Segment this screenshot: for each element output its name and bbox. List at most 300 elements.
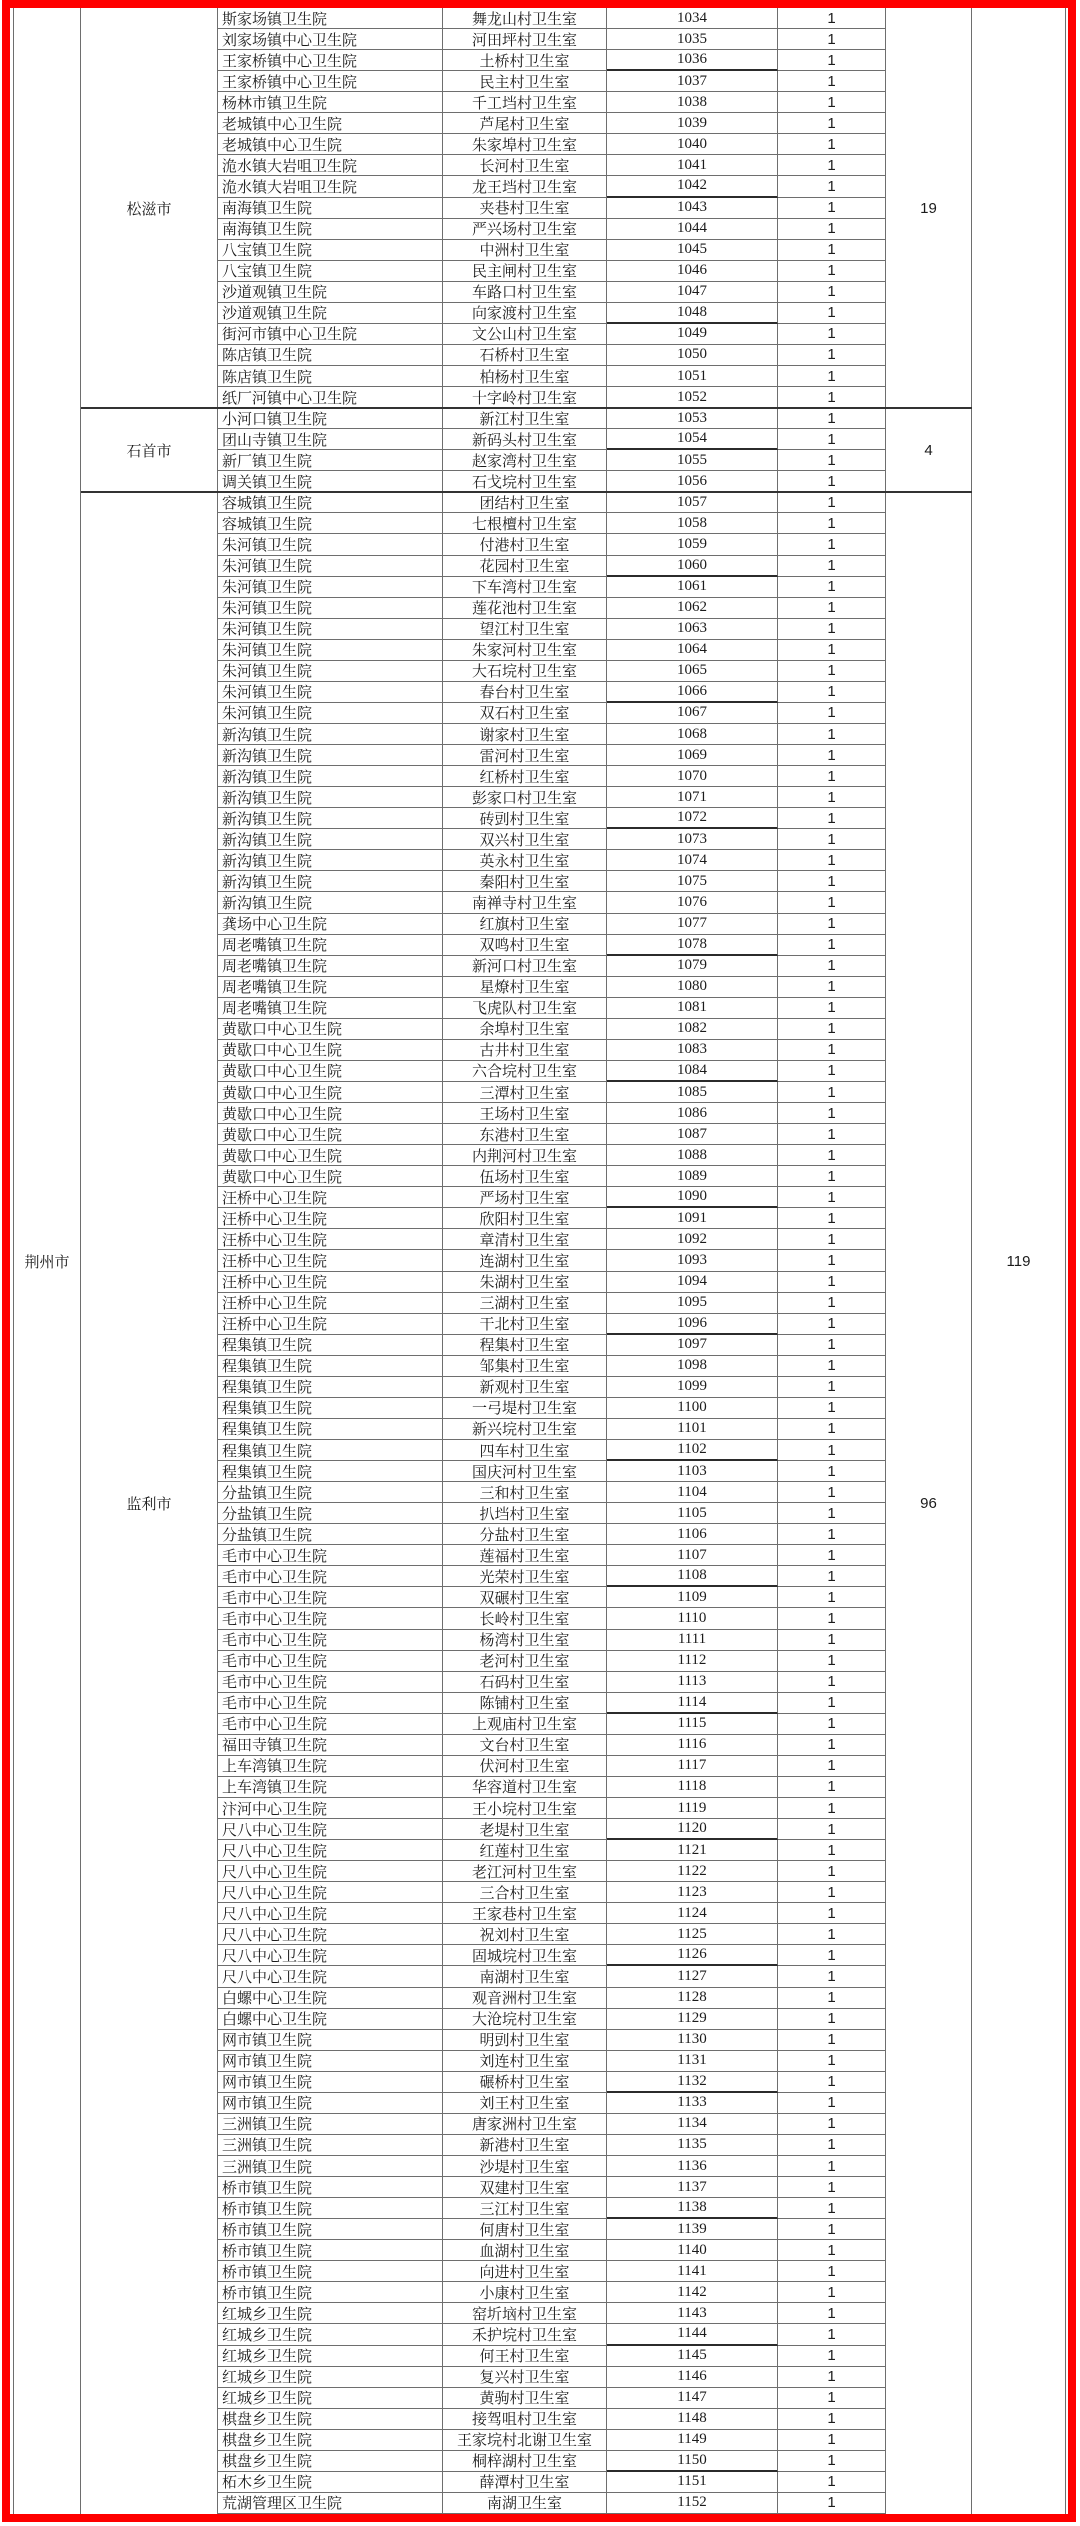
cell-hospital: 新厂镇卫生院 — [218, 450, 443, 471]
cell-id: 1130 — [607, 2030, 778, 2051]
cell-hospital: 新沟镇卫生院 — [218, 766, 443, 787]
cell-id: 1102 — [607, 1440, 778, 1461]
cell-clinic: 三和村卫生室 — [443, 1482, 607, 1503]
cell-unit-count: 1 — [778, 850, 886, 871]
cell-hospital: 棋盘乡卫生院 — [218, 2409, 443, 2430]
cell-hospital: 斯家场镇卫生院 — [218, 8, 443, 29]
cell-unit-count: 1 — [778, 2282, 886, 2303]
cell-hospital: 红城乡卫生院 — [218, 2324, 443, 2345]
cell-clinic: 七根檀村卫生室 — [443, 513, 607, 534]
cell-hospital: 网市镇卫生院 — [218, 2030, 443, 2051]
cell-clinic: 莲花池村卫生室 — [443, 598, 607, 619]
cell-id: 1035 — [607, 29, 778, 50]
cell-unit-count: 1 — [778, 282, 886, 303]
cell-id: 1113 — [607, 1672, 778, 1693]
cell-clinic: 上观庙村卫生室 — [443, 1714, 607, 1735]
cell-id: 1129 — [607, 2009, 778, 2030]
cell-unit-count: 1 — [778, 450, 886, 471]
cell-hospital: 荒湖管理区卫生院 — [218, 2493, 443, 2514]
cell-id: 1049 — [607, 324, 778, 345]
cell-hospital: 陈店镇卫生院 — [218, 345, 443, 366]
cell-id: 1146 — [607, 2367, 778, 2388]
cell-hospital: 网市镇卫生院 — [218, 2093, 443, 2114]
cell-unit-count: 1 — [778, 1503, 886, 1524]
cell-unit-count: 1 — [778, 2324, 886, 2345]
cell-hospital: 毛市中心卫生院 — [218, 1545, 443, 1566]
cell-unit-count: 1 — [778, 1903, 886, 1924]
cell-id: 1140 — [607, 2240, 778, 2261]
cell-unit-count: 1 — [778, 1356, 886, 1377]
cell-clinic: 刘王村卫生室 — [443, 2093, 607, 2114]
cell-clinic: 长岭村卫生室 — [443, 1608, 607, 1629]
cell-unit-count: 1 — [778, 1398, 886, 1419]
cell-clinic: 老堤村卫生室 — [443, 1819, 607, 1840]
cell-hospital: 杨林市镇卫生院 — [218, 92, 443, 113]
cell-hospital: 棋盘乡卫生院 — [218, 2451, 443, 2472]
cell-unit-count: 1 — [778, 1482, 886, 1503]
cell-hospital: 新沟镇卫生院 — [218, 892, 443, 913]
cell-hospital: 朱河镇卫生院 — [218, 661, 443, 682]
cell-unit-count: 1 — [778, 640, 886, 661]
cell-hospital: 黄歇口中心卫生院 — [218, 1145, 443, 1166]
cell-clinic: 石桥村卫生室 — [443, 345, 607, 366]
cell-id: 1062 — [607, 598, 778, 619]
cell-unit-count: 1 — [778, 1166, 886, 1187]
cell-unit-count: 1 — [778, 1756, 886, 1777]
cell-clinic: 四车村卫生室 — [443, 1440, 607, 1461]
cell-unit-count: 1 — [778, 71, 886, 92]
cell-clinic: 固城垸村卫生室 — [443, 1945, 607, 1966]
cell-clinic: 朱家埠村卫生室 — [443, 134, 607, 155]
cell-hospital: 洈水镇大岩咀卫生院 — [218, 155, 443, 176]
cell-clinic: 新兴垸村卫生室 — [443, 1419, 607, 1440]
cell-clinic: 长河村卫生室 — [443, 155, 607, 176]
cell-id: 1044 — [607, 219, 778, 240]
cell-clinic: 何唐村卫生室 — [443, 2219, 607, 2240]
cell-id: 1038 — [607, 92, 778, 113]
cell-clinic: 大石垸村卫生室 — [443, 661, 607, 682]
district-cell: 松滋市 — [81, 8, 218, 408]
cell-clinic: 石码村卫生室 — [443, 1672, 607, 1693]
cell-id: 1106 — [607, 1524, 778, 1545]
cell-id: 1081 — [607, 998, 778, 1019]
cell-clinic: 窑圻垴村卫生室 — [443, 2303, 607, 2324]
district-group-divider — [81, 491, 972, 493]
cell-clinic: 连湖村卫生室 — [443, 1250, 607, 1271]
cell-hospital: 网市镇卫生院 — [218, 2051, 443, 2072]
cell-hospital: 网市镇卫生院 — [218, 2072, 443, 2093]
cell-hospital: 新沟镇卫生院 — [218, 808, 443, 829]
cell-clinic: 严兴场村卫生室 — [443, 219, 607, 240]
cell-id: 1126 — [607, 1945, 778, 1966]
cell-id: 1125 — [607, 1924, 778, 1945]
district-subtotal-cell: 19 — [886, 8, 972, 408]
cell-clinic: 何王村卫生室 — [443, 2346, 607, 2367]
cell-id: 1091 — [607, 1208, 778, 1229]
cell-unit-count: 1 — [778, 1924, 886, 1945]
cell-id: 1063 — [607, 619, 778, 640]
cell-hospital: 分盐镇卫生院 — [218, 1482, 443, 1503]
cell-clinic: 红桥村卫生室 — [443, 766, 607, 787]
cell-clinic: 文台村卫生室 — [443, 1735, 607, 1756]
cell-hospital: 分盐镇卫生院 — [218, 1503, 443, 1524]
cell-id: 1045 — [607, 240, 778, 261]
cell-unit-count: 1 — [778, 1630, 886, 1651]
cell-unit-count: 1 — [778, 29, 886, 50]
cell-clinic: 赵家湾村卫生室 — [443, 450, 607, 471]
cell-hospital: 汪桥中心卫生院 — [218, 1208, 443, 1229]
cell-unit-count: 1 — [778, 577, 886, 598]
cell-id: 1051 — [607, 366, 778, 387]
cell-id: 1074 — [607, 850, 778, 871]
cell-id: 1110 — [607, 1608, 778, 1629]
cell-hospital: 汪桥中心卫生院 — [218, 1314, 443, 1335]
cell-unit-count: 1 — [778, 1377, 886, 1398]
cell-unit-count: 1 — [778, 1587, 886, 1608]
cell-hospital: 红城乡卫生院 — [218, 2388, 443, 2409]
cell-id: 1041 — [607, 155, 778, 176]
cell-unit-count: 1 — [778, 1250, 886, 1271]
cell-clinic: 双石村卫生室 — [443, 703, 607, 724]
cell-clinic: 三湖村卫生室 — [443, 1293, 607, 1314]
cell-hospital: 桥市镇卫生院 — [218, 2261, 443, 2282]
cell-unit-count: 1 — [778, 556, 886, 577]
cell-clinic: 老江河村卫生室 — [443, 1861, 607, 1882]
cell-hospital: 老城镇中心卫生院 — [218, 113, 443, 134]
cell-id: 1039 — [607, 113, 778, 134]
cell-unit-count: 1 — [778, 176, 886, 197]
cell-clinic: 新江村卫生室 — [443, 408, 607, 429]
cell-unit-count: 1 — [778, 745, 886, 766]
cell-id: 1115 — [607, 1714, 778, 1735]
cell-unit-count: 1 — [778, 1082, 886, 1103]
cell-clinic: 中洲村卫生室 — [443, 240, 607, 261]
cell-hospital: 程集镇卫生院 — [218, 1377, 443, 1398]
cell-clinic: 土桥村卫生室 — [443, 50, 607, 71]
cell-unit-count: 1 — [778, 134, 886, 155]
cell-unit-count: 1 — [778, 871, 886, 892]
cell-clinic: 章清村卫生室 — [443, 1229, 607, 1250]
cell-unit-count: 1 — [778, 1293, 886, 1314]
cell-hospital: 新沟镇卫生院 — [218, 829, 443, 850]
cell-hospital: 洈水镇大岩咀卫生院 — [218, 176, 443, 197]
cell-hospital: 毛市中心卫生院 — [218, 1693, 443, 1714]
cell-clinic: 飞虎队村卫生室 — [443, 998, 607, 1019]
cell-unit-count: 1 — [778, 2493, 886, 2514]
cell-hospital: 汴河中心卫生院 — [218, 1798, 443, 1819]
cell-id: 1067 — [607, 703, 778, 724]
cell-hospital: 程集镇卫生院 — [218, 1398, 443, 1419]
cell-hospital: 程集镇卫生院 — [218, 1440, 443, 1461]
cell-unit-count: 1 — [778, 1187, 886, 1208]
cell-clinic: 内荆河村卫生室 — [443, 1145, 607, 1166]
cell-unit-count: 1 — [778, 1777, 886, 1798]
cell-hospital: 街河市镇中心卫生院 — [218, 324, 443, 345]
cell-id: 1124 — [607, 1903, 778, 1924]
cell-unit-count: 1 — [778, 2177, 886, 2198]
cell-clinic: 双鸣村卫生室 — [443, 935, 607, 956]
cell-unit-count: 1 — [778, 1566, 886, 1587]
cell-id: 1147 — [607, 2388, 778, 2409]
cell-id: 1048 — [607, 303, 778, 324]
cell-unit-count: 1 — [778, 2261, 886, 2282]
cell-id: 1137 — [607, 2177, 778, 2198]
cell-hospital: 尺八中心卫生院 — [218, 1861, 443, 1882]
cell-hospital: 黄歇口中心卫生院 — [218, 1103, 443, 1124]
cell-clinic: 程集村卫生室 — [443, 1335, 607, 1356]
cell-clinic: 朱家河村卫生室 — [443, 640, 607, 661]
cell-id: 1121 — [607, 1840, 778, 1861]
cell-clinic: 石戈垸村卫生室 — [443, 471, 607, 492]
cell-unit-count: 1 — [778, 345, 886, 366]
cell-hospital: 上车湾镇卫生院 — [218, 1777, 443, 1798]
cell-unit-count: 1 — [778, 1335, 886, 1356]
cell-id: 1077 — [607, 914, 778, 935]
cell-id: 1066 — [607, 682, 778, 703]
cell-clinic: 复兴村卫生室 — [443, 2367, 607, 2388]
cell-id: 1123 — [607, 1882, 778, 1903]
cell-unit-count: 1 — [778, 956, 886, 977]
cell-id: 1065 — [607, 661, 778, 682]
cell-unit-count: 1 — [778, 324, 886, 345]
cell-hospital: 三洲镇卫生院 — [218, 2114, 443, 2135]
cell-id: 1058 — [607, 513, 778, 534]
cell-hospital: 朱河镇卫生院 — [218, 619, 443, 640]
cell-unit-count: 1 — [778, 1714, 886, 1735]
cell-unit-count: 1 — [778, 1651, 886, 1672]
cell-clinic: 黄驹村卫生室 — [443, 2388, 607, 2409]
cell-id: 1080 — [607, 977, 778, 998]
cell-id: 1138 — [607, 2198, 778, 2219]
cell-unit-count: 1 — [778, 2451, 886, 2472]
cell-hospital: 周老嘴镇卫生院 — [218, 977, 443, 998]
cell-id: 1139 — [607, 2219, 778, 2240]
cell-unit-count: 1 — [778, 155, 886, 176]
cell-id: 1105 — [607, 1503, 778, 1524]
cell-id: 1131 — [607, 2051, 778, 2072]
cell-hospital: 汪桥中心卫生院 — [218, 1187, 443, 1208]
cell-hospital: 白螺中心卫生院 — [218, 2009, 443, 2030]
cell-clinic: 莲福村卫生室 — [443, 1545, 607, 1566]
cell-id: 1059 — [607, 534, 778, 555]
cell-clinic: 新码头村卫生室 — [443, 429, 607, 450]
cell-id: 1060 — [607, 556, 778, 577]
cell-hospital: 黄歇口中心卫生院 — [218, 1061, 443, 1082]
cell-hospital: 小河口镇卫生院 — [218, 408, 443, 429]
cell-unit-count: 1 — [778, 2156, 886, 2177]
cell-unit-count: 1 — [778, 303, 886, 324]
cell-clinic: 三江村卫生室 — [443, 2198, 607, 2219]
cell-clinic: 三合村卫生室 — [443, 1882, 607, 1903]
cell-hospital: 尺八中心卫生院 — [218, 1945, 443, 1966]
cell-clinic: 新河口村卫生室 — [443, 956, 607, 977]
cell-id: 1128 — [607, 1988, 778, 2009]
cell-unit-count: 1 — [778, 661, 886, 682]
cell-hospital: 沙道观镇卫生院 — [218, 303, 443, 324]
cell-clinic: 谢家村卫生室 — [443, 724, 607, 745]
cell-clinic: 新观村卫生室 — [443, 1377, 607, 1398]
cell-clinic: 柏杨村卫生室 — [443, 366, 607, 387]
cell-id: 1093 — [607, 1250, 778, 1271]
cell-clinic: 老河村卫生室 — [443, 1651, 607, 1672]
cell-hospital: 桥市镇卫生院 — [218, 2198, 443, 2219]
cell-id: 1052 — [607, 387, 778, 408]
cell-unit-count: 1 — [778, 1840, 886, 1861]
cell-hospital: 龚场中心卫生院 — [218, 914, 443, 935]
cell-clinic: 十字岭村卫生室 — [443, 387, 607, 408]
cell-unit-count: 1 — [778, 1440, 886, 1461]
cell-hospital: 八宝镇卫生院 — [218, 240, 443, 261]
cell-hospital: 尺八中心卫生院 — [218, 1924, 443, 1945]
cell-unit-count: 1 — [778, 1019, 886, 1040]
cell-id: 1092 — [607, 1229, 778, 1250]
cell-unit-count: 1 — [778, 1672, 886, 1693]
cell-id: 1116 — [607, 1735, 778, 1756]
cell-id: 1135 — [607, 2135, 778, 2156]
cell-hospital: 程集镇卫生院 — [218, 1419, 443, 1440]
cell-unit-count: 1 — [778, 619, 886, 640]
cell-unit-count: 1 — [778, 2219, 886, 2240]
cell-id: 1084 — [607, 1061, 778, 1082]
cell-clinic: 观音洲村卫生室 — [443, 1988, 607, 2009]
cell-unit-count: 1 — [778, 998, 886, 1019]
cell-hospital: 白螺中心卫生院 — [218, 1988, 443, 2009]
cell-id: 1143 — [607, 2303, 778, 2324]
cell-id: 1104 — [607, 1482, 778, 1503]
cell-hospital: 尺八中心卫生院 — [218, 1840, 443, 1861]
cell-hospital: 团山寺镇卫生院 — [218, 429, 443, 450]
cell-clinic: 星燎村卫生室 — [443, 977, 607, 998]
cell-hospital: 新沟镇卫生院 — [218, 787, 443, 808]
cell-id: 1056 — [607, 471, 778, 492]
cell-id: 1042 — [607, 176, 778, 197]
cell-id: 1043 — [607, 198, 778, 219]
cell-hospital: 汪桥中心卫生院 — [218, 1250, 443, 1271]
cell-unit-count: 1 — [778, 2051, 886, 2072]
cell-clinic: 严场村卫生室 — [443, 1187, 607, 1208]
cell-unit-count: 1 — [778, 977, 886, 998]
district-cell: 监利市 — [81, 492, 218, 2514]
cell-clinic: 双碾村卫生室 — [443, 1587, 607, 1608]
cell-hospital: 调关镇卫生院 — [218, 471, 443, 492]
cell-id: 1086 — [607, 1103, 778, 1124]
cell-clinic: 南湖卫生室 — [443, 2493, 607, 2514]
cell-unit-count: 1 — [778, 2303, 886, 2324]
city-total-cell: 119 — [972, 8, 1066, 2514]
cell-clinic: 三潭村卫生室 — [443, 1082, 607, 1103]
cell-id: 1148 — [607, 2409, 778, 2430]
cell-id: 1037 — [607, 71, 778, 92]
cell-id: 1064 — [607, 640, 778, 661]
cell-clinic: 南湖村卫生室 — [443, 1966, 607, 1987]
cell-id: 1071 — [607, 787, 778, 808]
cell-id: 1078 — [607, 935, 778, 956]
cell-id: 1055 — [607, 450, 778, 471]
cell-clinic: 向进村卫生室 — [443, 2261, 607, 2282]
cell-id: 1085 — [607, 1082, 778, 1103]
cell-hospital: 桥市镇卫生院 — [218, 2282, 443, 2303]
cell-unit-count: 1 — [778, 598, 886, 619]
cell-id: 1127 — [607, 1966, 778, 1987]
cell-id: 1075 — [607, 871, 778, 892]
cell-hospital: 朱河镇卫生院 — [218, 534, 443, 555]
cell-unit-count: 1 — [778, 113, 886, 134]
cell-id: 1114 — [607, 1693, 778, 1714]
cell-unit-count: 1 — [778, 766, 886, 787]
cell-id: 1068 — [607, 724, 778, 745]
district-subtotal-cell: 96 — [886, 492, 972, 2514]
cell-unit-count: 1 — [778, 513, 886, 534]
cell-clinic: 向家渡村卫生室 — [443, 303, 607, 324]
cell-id: 1118 — [607, 1777, 778, 1798]
cell-clinic: 沙堤村卫生室 — [443, 2156, 607, 2177]
cell-clinic: 余埠村卫生室 — [443, 1019, 607, 1040]
cell-id: 1119 — [607, 1798, 778, 1819]
cell-clinic: 夹巷村卫生室 — [443, 198, 607, 219]
cell-clinic: 付港村卫生室 — [443, 534, 607, 555]
cell-id: 1122 — [607, 1861, 778, 1882]
cell-id: 1040 — [607, 134, 778, 155]
cell-clinic: 接驾咀村卫生室 — [443, 2409, 607, 2430]
cell-hospital: 朱河镇卫生院 — [218, 640, 443, 661]
cell-clinic: 舞龙山村卫生室 — [443, 8, 607, 29]
cell-id: 1145 — [607, 2346, 778, 2367]
cell-unit-count: 1 — [778, 261, 886, 282]
cell-hospital: 汪桥中心卫生院 — [218, 1293, 443, 1314]
cell-unit-count: 1 — [778, 2367, 886, 2388]
cell-hospital: 上车湾镇卫生院 — [218, 1756, 443, 1777]
cell-unit-count: 1 — [778, 1272, 886, 1293]
cell-clinic: 明剅村卫生室 — [443, 2030, 607, 2051]
cell-clinic: 团结村卫生室 — [443, 492, 607, 513]
cell-unit-count: 1 — [778, 1882, 886, 1903]
cell-unit-count: 1 — [778, 1735, 886, 1756]
cell-unit-count: 1 — [778, 1608, 886, 1629]
cell-hospital: 程集镇卫生院 — [218, 1461, 443, 1482]
cell-clinic: 祝刘村卫生室 — [443, 1924, 607, 1945]
cell-id: 1103 — [607, 1461, 778, 1482]
cell-clinic: 光荣村卫生室 — [443, 1566, 607, 1587]
cell-clinic: 杨湾村卫生室 — [443, 1630, 607, 1651]
cell-id: 1094 — [607, 1272, 778, 1293]
cell-id: 1134 — [607, 2114, 778, 2135]
cell-hospital: 王家桥镇中心卫生院 — [218, 71, 443, 92]
cell-clinic: 禾护垸村卫生室 — [443, 2324, 607, 2345]
cell-hospital: 汪桥中心卫生院 — [218, 1272, 443, 1293]
cell-id: 1141 — [607, 2261, 778, 2282]
cell-id: 1144 — [607, 2324, 778, 2345]
cell-hospital: 周老嘴镇卫生院 — [218, 956, 443, 977]
cell-id: 1100 — [607, 1398, 778, 1419]
cell-clinic: 大沧垸村卫生室 — [443, 2009, 607, 2030]
cell-hospital: 黄歇口中心卫生院 — [218, 1019, 443, 1040]
cell-hospital: 沙道观镇卫生院 — [218, 282, 443, 303]
cell-id: 1034 — [607, 8, 778, 29]
cell-id: 1109 — [607, 1587, 778, 1608]
cell-unit-count: 1 — [778, 914, 886, 935]
cell-id: 1072 — [607, 808, 778, 829]
cell-unit-count: 1 — [778, 1229, 886, 1250]
cell-unit-count: 1 — [778, 471, 886, 492]
cell-unit-count: 1 — [778, 198, 886, 219]
cell-unit-count: 1 — [778, 1819, 886, 1840]
cell-unit-count: 1 — [778, 50, 886, 71]
cell-hospital: 南海镇卫生院 — [218, 219, 443, 240]
cell-id: 1152 — [607, 2493, 778, 2514]
cell-id: 1101 — [607, 1419, 778, 1440]
cell-unit-count: 1 — [778, 703, 886, 724]
cell-id: 1133 — [607, 2093, 778, 2114]
